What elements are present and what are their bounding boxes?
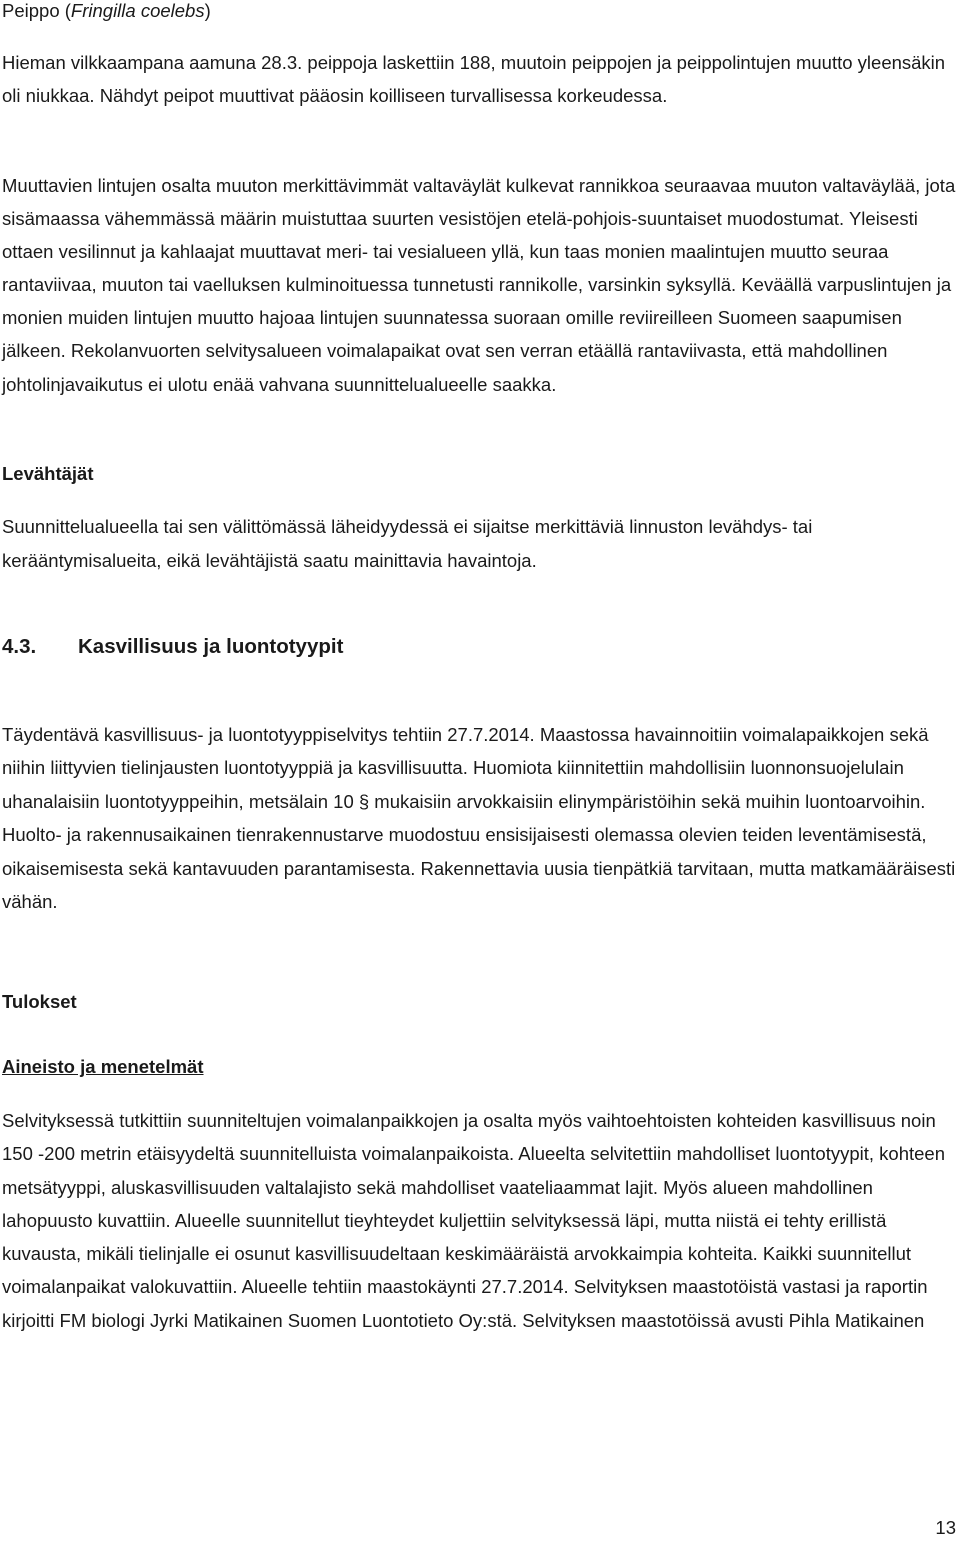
heading-levahtajat: Levähtäjät xyxy=(2,463,94,484)
paragraph-aineisto: Selvityksessä tutkittiin suunniteltujen voimalanpaikkojen ja osalta myös vaihtoehtoisten kohteiden kasvillisuus noin 150 -200 metrin etäisyydeltä suunnitelluista voimalanpaikoista. Alueelta selvitettiin mahdolliset luontotyypit, kohteen metsätyyppi, aluskasvillisuuden valtalajisto sekä mahdolliset vaateliaammat lajit. Myös alueen mahdollinen lahopuusto kuvattiin. Alueelle suunnitellut tieyhteydet kuljettiin selvityksessä läpi, mutta niistä ei tehty erillistä kuvausta, mikäli tielinjalle ei osunut kasvillisuudeltaan keskimääräistä arvokkaimpia kohteita. Kaikki suunnitellut voimalanpaikat valokuvattiin. Alueelle tehtiin maastokäynti 27.7.2014. Selvityksen maastotöistä vastasi ja raportin kirjoitti FM biologi Jyrki Matikainen Suomen Luontotieto Oy:stä. Selvityksen maastotöissä avusti Pihla Matikainen xyxy=(2,1110,946,1331)
paragraph-peippo: Hieman vilkkaampana aamuna 28.3. peippoja laskettiin 188, muutoin peippojen ja peippolintujen muutto yleensäkin oli niukkaa. Nähdyt peipot muuttivat pääosin koilliseen turvallisessa korkeudessa. xyxy=(2,52,946,106)
section-heading xyxy=(2,630,343,663)
species-heading: Peippo (Fringilla coelebs) xyxy=(2,0,211,21)
species-name: Peippo xyxy=(2,0,60,21)
section-number: 4.3. xyxy=(2,635,37,658)
heading-aineisto: Aineisto ja menetelmät xyxy=(2,1056,204,1077)
heading-tulokset: Tulokset xyxy=(2,991,77,1012)
paragraph-migration: Muuttavien lintujen osalta muuton merkittävimmät valtaväylät kulkevat rannikkoa seuraavaa muuton valtaväylää, jota sisämaassa vähemmässä määrin muistuttaa suurten vesistöjen etelä-pohjois-suuntaiset muodostumat. Yleisesti ottaen vesilinnut ja kahlaajat muuttavat meri- tai vesialueen yllä, kun taas monien maalintujen muutto seuraa rantaviivaa, muuton tai vaelluksen kulminoituessa tunnetusti rannikolle, varsinkin syksyllä. Keväällä varpuslintujen ja monien muiden lintujen muutto hajoaa lintujen suunnatessa suoraan omille reviireilleen Suomeen saapumisen jälkeen. Rekolanvuorten selvitysalueen voimalapaikat ovat sen verran etäällä rantaviivasta, että mahdollinen johtolinjavaikutus ei ulotu enää vahvana suunnittelualueelle saakka. xyxy=(2,175,956,395)
paragraph-levahtajat: Suunnittelualueella tai sen välittömässä läheidyydessä ei sijaitse merkittäviä linnuston levähdys- tai kerääntymisalueita, eikä levähtäjistä saatu mainittavia havaintoja. xyxy=(2,516,813,571)
species-latin-name: Fringilla coelebs xyxy=(70,0,205,21)
paragraph-kasvillisuus: Täydentävä kasvillisuus- ja luontotyyppiselvitys tehtiin 27.7.2014. Maastossa havainnoitiin voimalapaikkojen sekä niihin liittyvien tielinjausten luontotyyppiä ja kasvillisuutta. Huomiota kiinnitettiin mahdollisiin luonnonsuojelulain uhanalaisiin luontotyyppeihin, metsälain 10 § mukaisiin arvokkaisiin elinympäristöihin sekä muihin luontoarvoihin. Huolto- ja rakennusaikainen tienrakennustarve muodostuu ensisijaisesti olemassa olevien teiden leventämisestä, oikaisemisesta sekä kantavuuden parantamisesta. Rakennettavia uusia tienpätkiä tarvitaan, mutta matkamääräisesti vähän. xyxy=(2,724,956,913)
section-title: Kasvillisuus ja luontotyypit xyxy=(78,635,344,658)
page-number: 13 xyxy=(935,1517,956,1538)
